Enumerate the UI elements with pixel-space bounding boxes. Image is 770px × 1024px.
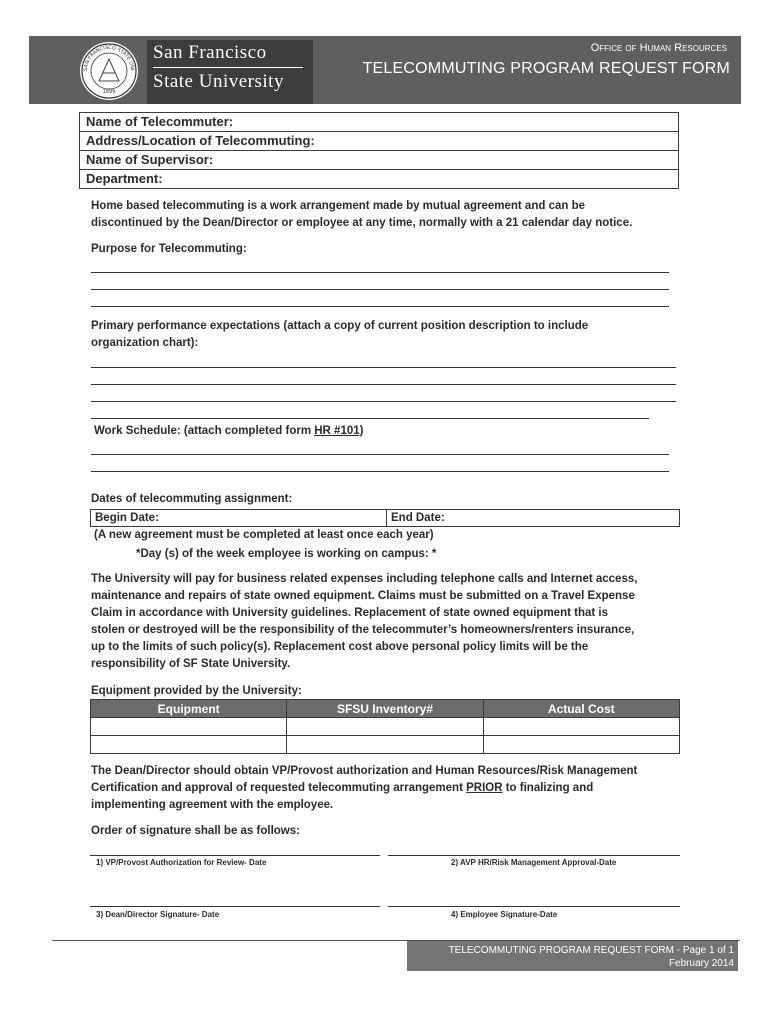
- university-seal-logo: [79, 41, 139, 101]
- signature-label-2: 2) AVP HR/Risk Management Approval-Date: [451, 858, 617, 867]
- signature-label-1: 1) VP/Provost Authorization for Review- Date: [96, 858, 267, 867]
- equipment-label: Equipment provided by the University:: [91, 685, 302, 697]
- expectations-line-b[interactable]: [91, 384, 676, 385]
- expense-line-6: responsibility of SF State University.: [91, 658, 291, 670]
- expense-line-2: maintenance and repairs of state owned equipment. Claims must be submitted on a Travel Expense: [91, 590, 635, 602]
- name-of-supervisor-field[interactable]: Name of Supervisor:: [80, 151, 678, 170]
- dates-label: Dates of telecommuting assignment:: [91, 493, 293, 505]
- purpose-label: Purpose for Telecommuting:: [91, 243, 247, 255]
- authorization-line-3: implementing agreement with the employee.: [91, 799, 334, 811]
- schedule-line-2[interactable]: [91, 471, 669, 472]
- dates-table: [90, 509, 680, 527]
- equipment-table: [90, 699, 680, 754]
- expectations-line-d[interactable]: [91, 418, 649, 419]
- signature-line-4[interactable]: [388, 906, 680, 907]
- inventory-cell[interactable]: [287, 736, 483, 754]
- actual-cost-cell[interactable]: [483, 718, 679, 736]
- expectations-line-c[interactable]: [91, 401, 676, 402]
- inventory-cell[interactable]: [287, 718, 483, 736]
- purpose-line-2[interactable]: [91, 289, 669, 290]
- signature-order-label: Order of signature shall be as follows:: [91, 825, 300, 837]
- expense-line-4: stolen or destroyed will be the responsibility of the telecommuter’s homeowners/renters insurance,: [91, 624, 635, 636]
- footer-page-line: TELECOMMUTING PROGRAM REQUEST FORM - Page 1 of 1: [448, 945, 734, 956]
- hr-101-link[interactable]: HR #101: [314, 425, 360, 437]
- signature-line-1[interactable]: [90, 855, 380, 856]
- purpose-line-1[interactable]: [91, 272, 669, 273]
- actual-cost-header: Actual Cost: [483, 700, 679, 718]
- university-name-block: [147, 40, 313, 104]
- form-title: TELECOMMUTING PROGRAM REQUEST FORM: [362, 60, 730, 77]
- work-schedule-label: Work Schedule: (attach completed form HR #101): [94, 425, 364, 437]
- intro-line-1: Home based telecommuting is a work arrangement made by mutual agreement and can be: [91, 200, 586, 212]
- inventory-header: SFSU Inventory#: [287, 700, 483, 718]
- footer-date-line: February 2014: [668, 958, 734, 969]
- campus-days-note: *Day (s) of the week employee is working on campus: *: [136, 548, 437, 560]
- expense-line-1: The University will pay for business related expenses including telephone calls and Internet access,: [91, 573, 638, 585]
- signature-line-3[interactable]: [90, 906, 380, 907]
- seal-text: SAN FRANCISCO STATE UNI: [82, 44, 136, 72]
- office-name: Office of Human Resources: [590, 42, 727, 54]
- seal-year: 1899: [102, 89, 116, 95]
- prior-emphasis: PRIOR: [466, 782, 503, 794]
- schedule-line-1[interactable]: [91, 454, 669, 455]
- equipment-header: Equipment: [91, 700, 287, 718]
- signature-label-4: 4) Employee Signature-Date: [451, 910, 558, 919]
- department-field[interactable]: Department:: [86, 171, 163, 186]
- authorization-line-1: The Dean/Director should obtain VP/Provost authorization and Human Resources/Risk Management: [91, 765, 638, 777]
- agreement-note: (A new agreement must be completed at least once each year): [94, 529, 434, 541]
- university-name-line2: State University: [153, 71, 284, 92]
- expectations-line-a[interactable]: [91, 367, 676, 368]
- telecommuter-info-box: [79, 112, 679, 189]
- name-of-telecommuter-field[interactable]: Name of Telecommuter:: [80, 113, 678, 132]
- authorization-line-2: Certification and approval of requested telecommuting arrangement PRIOR to finalizing and: [91, 782, 594, 794]
- university-name-line1: San Francisco: [153, 42, 267, 63]
- table-row: [91, 736, 680, 754]
- purpose-line-3[interactable]: [91, 306, 669, 307]
- end-date-field[interactable]: End Date:: [391, 512, 445, 524]
- signature-label-3: 3) Dean/Director Signature- Date: [96, 910, 220, 919]
- footer-box: [407, 941, 738, 971]
- expense-line-3: Claim in accordance with University guidelines. Replacement of state owned equipment that is: [91, 607, 608, 619]
- begin-date-field[interactable]: Begin Date:: [91, 510, 387, 526]
- expectations-line-2: organization chart):: [91, 337, 199, 349]
- equipment-cell[interactable]: [91, 736, 287, 754]
- expense-line-5: up to the limits of such policy(s). Replacement cost above personal policy limits will be the: [91, 641, 589, 653]
- table-row: [91, 718, 680, 736]
- expectations-line-1: Primary performance expectations (attach a copy of current position description to include: [91, 320, 589, 332]
- signature-line-2[interactable]: [388, 855, 680, 856]
- equipment-cell[interactable]: [91, 718, 287, 736]
- address-location-field[interactable]: Address/Location of Telecommuting:: [80, 132, 678, 151]
- intro-line-2: discontinued by the Dean/Director or employee at any time, normally with a 21 calendar day notice.: [91, 217, 633, 229]
- actual-cost-cell[interactable]: [483, 736, 679, 754]
